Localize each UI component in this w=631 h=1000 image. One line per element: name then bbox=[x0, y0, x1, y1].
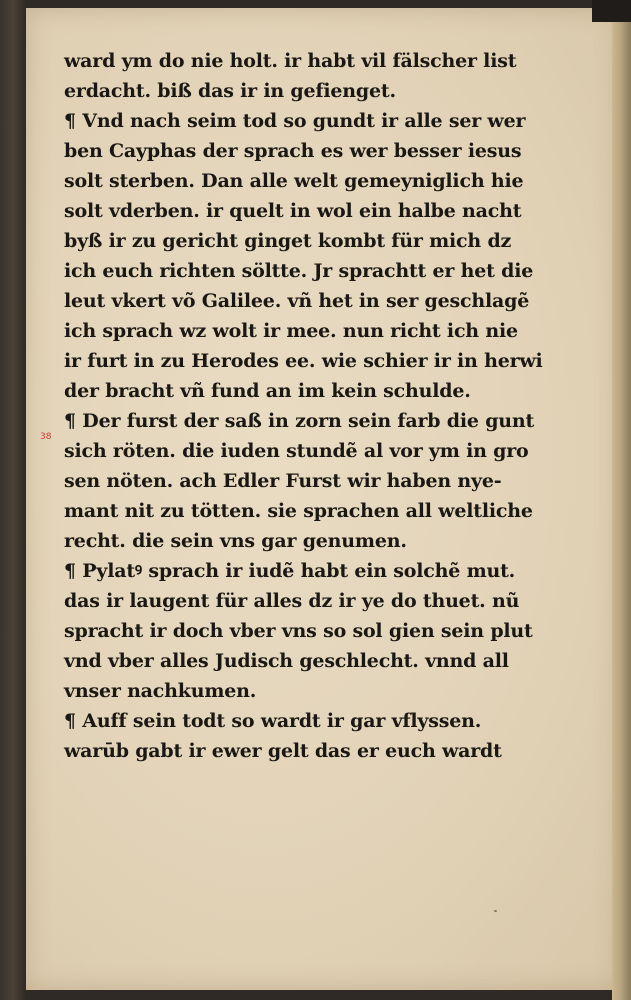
binding-corner bbox=[592, 0, 631, 22]
text-line: sen nöten. ach Edler Furst wir haben nye- bbox=[64, 470, 502, 492]
text-line: sich röten. die iuden stundẽ al vor ym in gro bbox=[64, 440, 529, 462]
page-edge bbox=[612, 0, 631, 1000]
margin-page-number: 38 bbox=[40, 432, 52, 442]
text-line: ir furt in zu Herodes ee. wie schier ir in herwi bbox=[64, 350, 543, 372]
text-line: ward ym do nie holt. ir habt vil fälscher list bbox=[64, 50, 517, 72]
text-line: das ir laugent für alles dz ir ye do thuet. nũ bbox=[64, 590, 520, 612]
text-line: leut vkert võ Galilee. vñ het in ser geschlagẽ bbox=[64, 290, 530, 312]
text-line: ¶ Der furst der saß in zorn sein farb die gunt bbox=[64, 410, 535, 432]
text-line: solt vderben. ir quelt in wol ein halbe nacht bbox=[64, 200, 522, 222]
text-line: recht. die sein vns gar genumen. bbox=[64, 530, 407, 552]
text-line: vnd vber alles Judisch geschlecht. vnnd all bbox=[64, 650, 509, 672]
text-line: ¶ Pylatꝰ sprach ir iudẽ habt ein solchẽ mut. bbox=[64, 560, 516, 582]
text-line: ben Cayphas der sprach es wer besser iesus bbox=[64, 140, 522, 162]
text-line: ¶ Auff sein todt so wardt ir gar vflyssen. bbox=[64, 710, 482, 732]
text-line: erdacht. biß das ir in gefienget. bbox=[64, 80, 396, 102]
text-line: ich euch richten söltte. Jr sprachtt er het die bbox=[64, 260, 534, 282]
text-line: solt sterben. Dan alle welt gemeyniglich hie bbox=[64, 170, 524, 192]
paper-speck bbox=[494, 910, 497, 912]
text-line: der bracht vñ fund an im kein schulde. bbox=[64, 380, 471, 402]
text-line: mant nit zu tötten. sie sprachen all weltliche bbox=[64, 500, 533, 522]
text-line: ¶ Vnd nach seim tod so gundt ir alle ser wer bbox=[64, 110, 526, 132]
text-line: vnser nachkumen. bbox=[64, 680, 257, 702]
text-line: warūb gabt ir ewer gelt das er euch wardt bbox=[64, 740, 502, 762]
text-line: byß ir zu gericht ginget kombt für mich dz bbox=[64, 230, 512, 252]
text-line: ich sprach wz wolt ir mee. nun richt ich nie bbox=[64, 320, 518, 342]
text-line: spracht ir doch vber vns so sol gien sein plut bbox=[64, 620, 533, 642]
